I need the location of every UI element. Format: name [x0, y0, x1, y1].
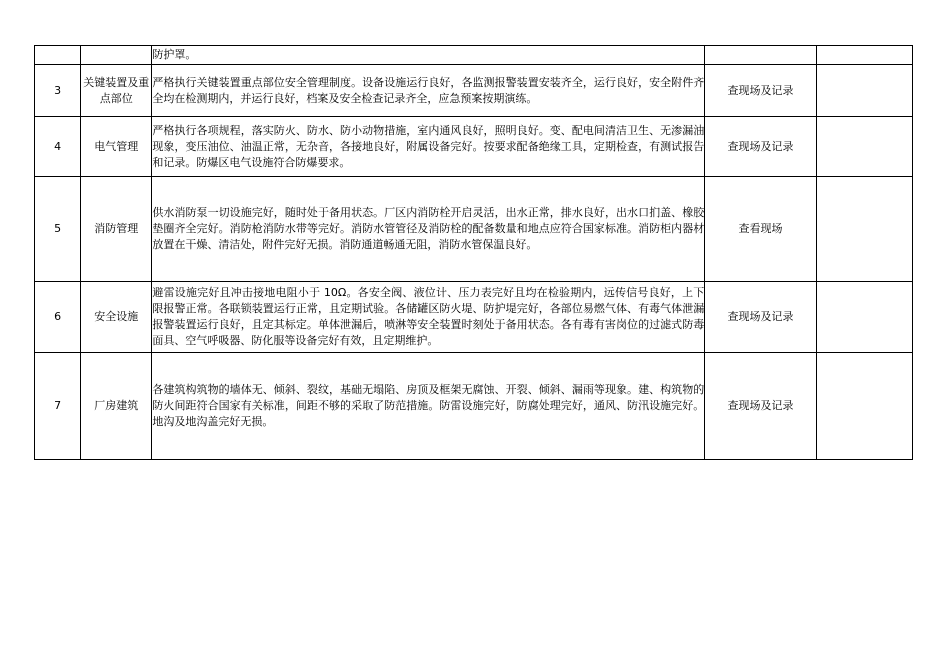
- table-row: [35, 353, 913, 460]
- table-row: [35, 46, 913, 65]
- inspection-table: [34, 45, 913, 460]
- table-row: [35, 282, 913, 353]
- check-result: [816, 282, 912, 353]
- check-method: 查现场及记录: [705, 117, 816, 177]
- check-requirement: 严格执行关键装置重点部位安全管理制度。设备设施运行良好，各监测报警装置安装齐全，运行良好，安全附件齐全均在检测期内，并运行良好，档案及安全检查记录齐全，应急预案按期演练。: [152, 65, 705, 117]
- check-item: 厂房建筑: [81, 353, 152, 460]
- check-method: 查现场及记录: [705, 65, 816, 117]
- check-requirement: 供水消防泵一切设施完好，随时处于备用状态。厂区内消防栓开启灵活，出水正常，排水良好，出水口扪盖、橡胶垫圈齐全完好。消防枪消防水带等完好。消防水管管径及消防栓的配备数量和地点应符合国家标准。消防柜内器材放置在干燥、清洁处，附件完好无损。消防通道畅通无阻，消防水管保温良好。: [152, 177, 705, 282]
- row-number: [35, 46, 81, 65]
- check-requirement: 防护罩。: [152, 46, 705, 65]
- check-item: 消防管理: [81, 177, 152, 282]
- row-number: 7: [35, 353, 81, 460]
- check-requirement: 各建筑构筑物的墙体无、倾斜、裂纹，基础无塌陷、房顶及框架无腐蚀、开裂、倾斜、漏雨等现象。建、构筑物的防火间距符合国家有关标准，间距不够的采取了防范措施。防雷设施完好，防腐处理完好，通风、防汛设施完好。地沟及地沟盖完好无损。: [152, 353, 705, 460]
- check-result: [816, 353, 912, 460]
- check-result: [816, 65, 912, 117]
- check-method: [705, 46, 816, 65]
- row-number: 4: [35, 117, 81, 177]
- check-method: 查现场及记录: [705, 353, 816, 460]
- row-number: 6: [35, 282, 81, 353]
- check-item: [81, 46, 152, 65]
- row-number: 3: [35, 65, 81, 117]
- check-requirement: 避雷设施完好且冲击接地电阻小于 10Ω。各安全阀、液位计、压力表完好且均在检验期内，远传信号良好，上下限报警正常。各联锁装置运行正常，且定期试验。各储罐区防火堤、防护堤完好，各部位易燃气体、有毒气体泄漏报警装置运行良好，且定其标定。单体泄漏后，喷淋等安全装置时刻处于备用状态。各有毒有害岗位的过滤式防毒面具、空气呼吸器、防化服等设备完好有效，且定期维护。: [152, 282, 705, 353]
- table-row: [35, 65, 913, 117]
- check-result: [816, 117, 912, 177]
- table-row: [35, 177, 913, 282]
- check-item: 电气管理: [81, 117, 152, 177]
- check-requirement: 严格执行各项规程，落实防火、防水、防小动物措施，室内通风良好，照明良好。变、配电间清洁卫生、无渗漏油现象，变压油位、油温正常，无杂音，各接地良好，附属设备完好。按要求配备绝缘工具，定期检查，有测试报告和记录。防爆区电气设施符合防爆要求。: [152, 117, 705, 177]
- table-row: [35, 117, 913, 177]
- check-result: [816, 46, 912, 65]
- check-item: 关键装置及重点部位: [81, 65, 152, 117]
- check-method: 查现场及记录: [705, 282, 816, 353]
- check-item: 安全设施: [81, 282, 152, 353]
- check-method: 查看现场: [705, 177, 816, 282]
- row-number: 5: [35, 177, 81, 282]
- check-result: [816, 177, 912, 282]
